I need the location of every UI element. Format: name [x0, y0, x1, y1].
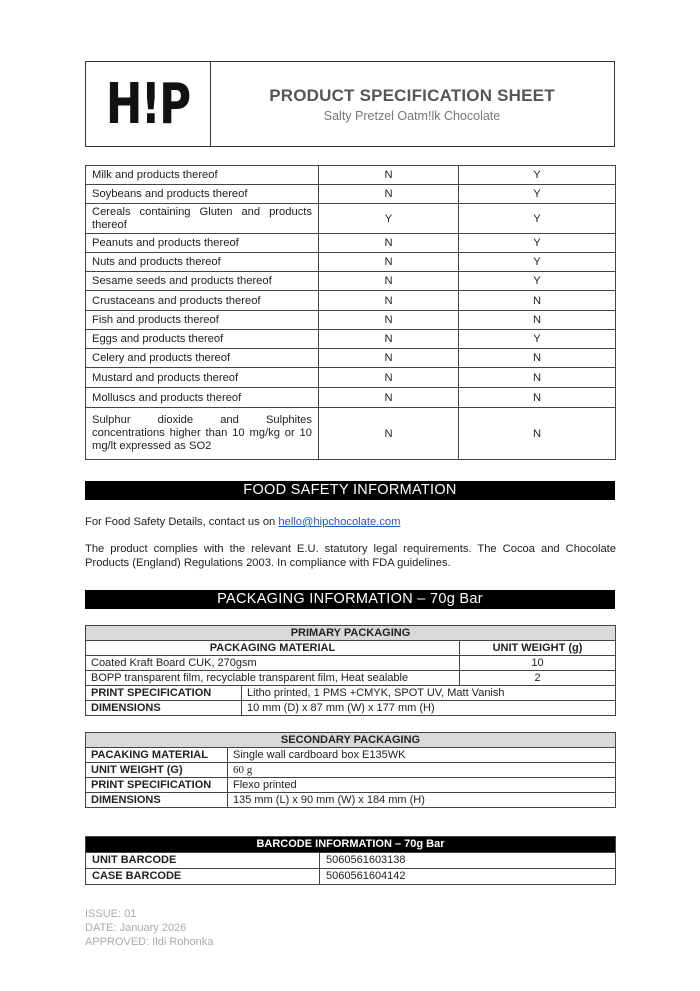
- allergen-column-3: Y: [459, 166, 616, 185]
- table-row: [86, 311, 616, 330]
- allergen-column-2: N: [319, 185, 459, 204]
- barcode-value: 5060561604142: [320, 869, 616, 885]
- primary-packaging-table: [85, 625, 616, 716]
- allergen-name: Soybeans and products thereof: [86, 185, 319, 204]
- allergen-column-3: Y: [459, 272, 616, 291]
- document-header: [85, 61, 615, 147]
- secondary-label: PACAKING MATERIAL: [86, 748, 228, 763]
- logo-cell: [86, 62, 211, 146]
- table-row: [86, 349, 616, 368]
- secondary-value: Flexo printed: [228, 778, 616, 793]
- allergen-column-2: N: [319, 311, 459, 330]
- food-safety-contact: [85, 516, 616, 530]
- allergen-column-3: Y: [459, 253, 616, 272]
- material-cell: BOPP transparent film, recyclable transparent film, Heat sealable: [86, 671, 460, 686]
- allergen-column-2: N: [319, 291, 459, 311]
- approved-by: APPROVED: Ildi Rohonka: [85, 936, 214, 948]
- secondary-label: UNIT WEIGHT (G): [86, 763, 228, 778]
- allergen-name: Nuts and products thereof: [86, 253, 319, 272]
- secondary-label: DIMENSIONS: [86, 793, 228, 808]
- allergen-name: Mustard and products thereof: [86, 368, 319, 388]
- allergen-name: Sulphur dioxide and Sulphites concentrations higher than 10 mg/kg or 10 mg/lt expressed as SO2: [86, 408, 319, 460]
- barcode-label: UNIT BARCODE: [86, 853, 320, 869]
- secondary-value: 135 mm (L) x 90 mm (W) x 184 mm (H): [228, 793, 616, 808]
- issue-date: DATE: January 2026: [85, 922, 187, 934]
- issue-number: ISSUE: 01: [85, 908, 137, 920]
- allergen-table: [85, 165, 616, 460]
- print-spec-value: Litho printed, 1 PMS +CMYK, SPOT UV, Matt Vanish: [242, 686, 616, 701]
- table-row: [86, 388, 616, 408]
- table-row: [86, 204, 616, 234]
- table-row: [86, 686, 616, 701]
- allergen-column-3: N: [459, 311, 616, 330]
- allergen-name: Crustaceans and products thereof: [86, 291, 319, 311]
- col-header-material: PACKAGING MATERIAL: [86, 641, 460, 656]
- allergen-table-body: [86, 166, 616, 460]
- barcode-label: CASE BARCODE: [86, 869, 320, 885]
- table-row: [86, 626, 616, 641]
- table-row: [86, 166, 616, 185]
- packaging-heading: PACKAGING INFORMATION – 70g Bar: [85, 590, 615, 609]
- allergen-column-2: N: [319, 330, 459, 349]
- allergen-name: Milk and products thereof: [86, 166, 319, 185]
- allergen-name: Sesame seeds and products thereof: [86, 272, 319, 291]
- compliance-statement: The product complies with the relevant E.U. statutory legal requirements. The Cocoa and Chocolate Products (England) Regulations 2003. In compliance with FDA guidelines.: [85, 543, 616, 569]
- table-row: [86, 253, 616, 272]
- allergen-name: Molluscs and products thereof: [86, 388, 319, 408]
- allergen-column-2: N: [319, 349, 459, 368]
- title-cell: [210, 62, 614, 146]
- allergen-column-2: Y: [319, 204, 459, 234]
- table-row: [86, 272, 616, 291]
- primary-packaging-title: PRIMARY PACKAGING: [86, 626, 616, 641]
- allergen-column-3: N: [459, 388, 616, 408]
- table-row: [86, 748, 616, 763]
- table-row: [86, 733, 616, 748]
- secondary-packaging-title: SECONDARY PACKAGING: [86, 733, 616, 748]
- allergen-name: Eggs and products thereof: [86, 330, 319, 349]
- material-cell: Coated Kraft Board CUK, 270gsm: [86, 656, 460, 671]
- table-row: [86, 368, 616, 388]
- allergen-column-2: N: [319, 368, 459, 388]
- barcode-title: BARCODE INFORMATION – 70g Bar: [86, 837, 616, 853]
- allergen-column-3: Y: [459, 234, 616, 253]
- print-spec-label: PRINT SPECIFICATION: [86, 686, 242, 701]
- table-row: [86, 793, 616, 808]
- barcode-table: [85, 836, 616, 885]
- table-row: [86, 408, 616, 460]
- document-footer: [85, 907, 213, 949]
- table-row: [86, 641, 616, 656]
- table-row: [86, 778, 616, 793]
- weight-cell: 10: [460, 656, 616, 671]
- allergen-name: Peanuts and products thereof: [86, 234, 319, 253]
- allergen-column-2: N: [319, 166, 459, 185]
- food-safety-heading: FOOD SAFETY INFORMATION: [85, 481, 615, 500]
- brand-logo: H!P: [106, 71, 190, 137]
- secondary-packaging-table: [85, 732, 616, 808]
- secondary-value: 60 g: [228, 763, 616, 778]
- allergen-column-3: N: [459, 349, 616, 368]
- allergen-name: Fish and products thereof: [86, 311, 319, 330]
- dimensions-value: 10 mm (D) x 87 mm (W) x 177 mm (H): [242, 701, 616, 716]
- allergen-column-3: N: [459, 368, 616, 388]
- secondary-label: PRINT SPECIFICATION: [86, 778, 228, 793]
- table-row: [86, 701, 616, 716]
- allergen-name: Cereals containing Gluten and products thereof: [86, 204, 319, 234]
- allergen-column-2: N: [319, 408, 459, 460]
- contact-prefix: For Food Safety Details, contact us on: [85, 516, 276, 528]
- allergen-column-3: N: [459, 408, 616, 460]
- allergen-column-3: N: [459, 291, 616, 311]
- allergen-column-3: Y: [459, 330, 616, 349]
- table-row: [86, 869, 616, 885]
- barcode-value: 5060561603138: [320, 853, 616, 869]
- table-row: [86, 671, 616, 686]
- document-title: PRODUCT SPECIFICATION SHEET: [269, 86, 555, 105]
- table-row: [86, 291, 616, 311]
- allergen-column-2: N: [319, 388, 459, 408]
- table-row: [86, 656, 616, 671]
- table-row: [86, 234, 616, 253]
- secondary-value: Single wall cardboard box E135WK: [228, 748, 616, 763]
- dimensions-label: DIMENSIONS: [86, 701, 242, 716]
- allergen-name: Celery and products thereof: [86, 349, 319, 368]
- table-row: [86, 853, 616, 869]
- product-name: Salty Pretzel Oatm!lk Chocolate: [323, 109, 501, 123]
- allergen-column-2: N: [319, 272, 459, 291]
- allergen-column-3: Y: [459, 185, 616, 204]
- table-row: [86, 837, 616, 853]
- table-row: [86, 330, 616, 349]
- table-row: [86, 185, 616, 204]
- allergen-column-2: N: [319, 253, 459, 272]
- weight-cell: 2: [460, 671, 616, 686]
- table-row: [86, 763, 616, 778]
- allergen-column-2: N: [319, 234, 459, 253]
- email-link[interactable]: hello@hipchocolate.com: [278, 516, 401, 528]
- col-header-weight: UNIT WEIGHT (g): [460, 641, 616, 656]
- allergen-column-3: Y: [459, 204, 616, 234]
